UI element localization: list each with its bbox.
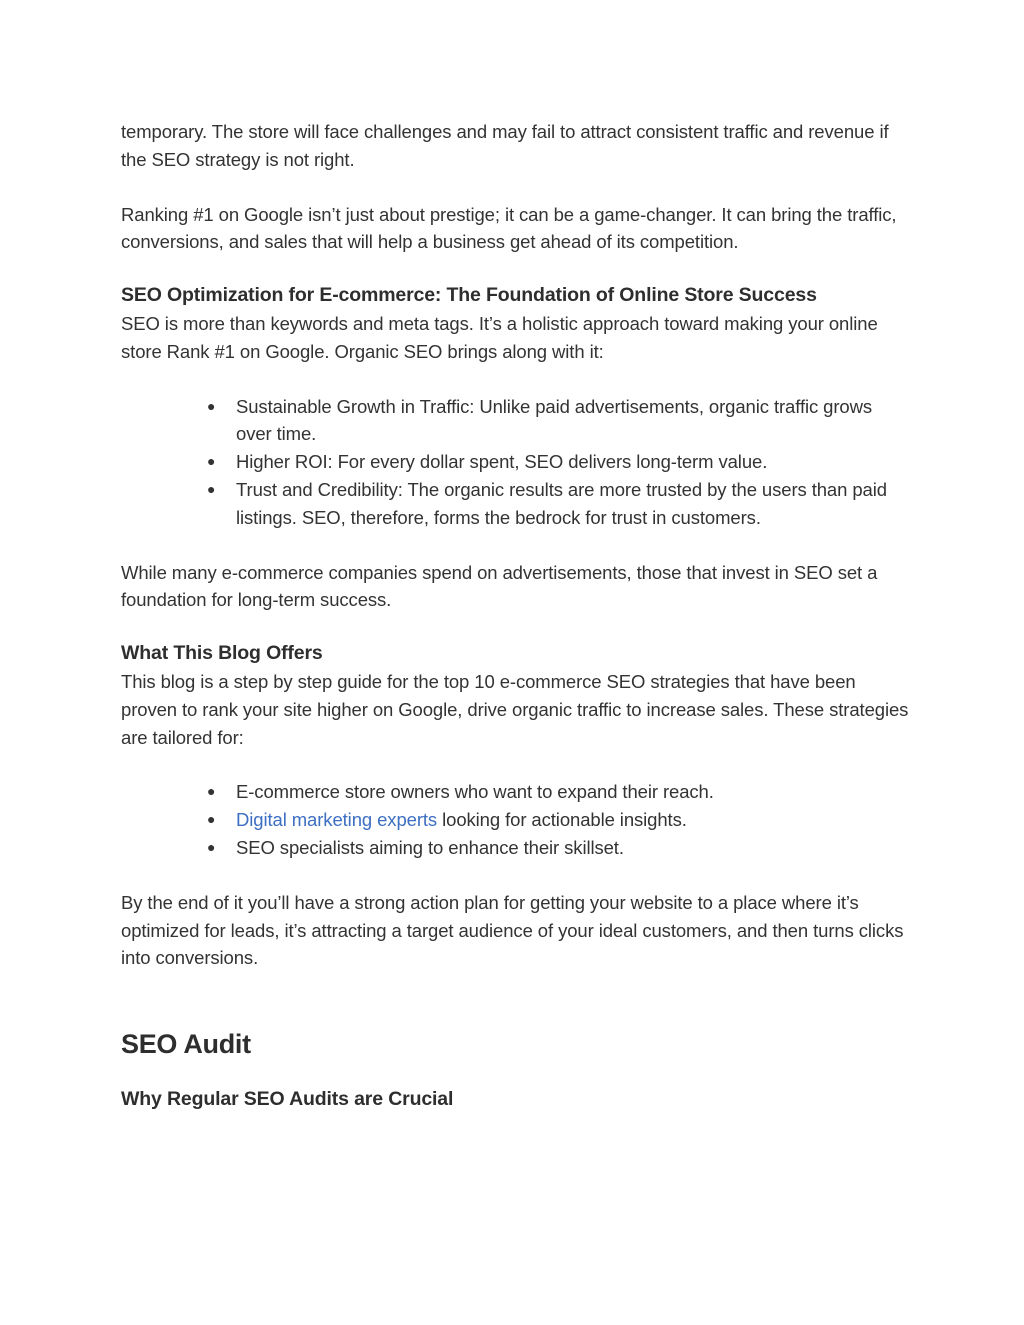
- list-item: [121, 476, 911, 532]
- intro-paragraph-1: temporary. The store will face challenges and may fail to attract consistent traffic and revenue if the SEO strategy is not right.: [121, 121, 889, 170]
- foundation-heading: SEO Optimization for E-commerce: The Foundation of Online Store Success: [121, 284, 817, 307]
- list-item: [121, 393, 911, 449]
- digital-marketing-experts-link[interactable]: Digital marketing experts: [236, 809, 438, 831]
- bullet-icon: ●: [207, 838, 216, 855]
- list-item: [121, 778, 911, 806]
- foundation-bullet-list: [121, 393, 911, 532]
- list-item-text: E-commerce store owners who want to expand their reach.: [236, 781, 714, 803]
- audit-subheading: Why Regular SEO Audits are Crucial: [121, 1088, 454, 1111]
- foundation-paragraph: SEO is more than keywords and meta tags. It’s a holistic approach toward making your online store Rank #1 on Google. Organic SEO brings along with it:: [121, 312, 878, 362]
- blog-closing-paragraph: By the end of it you’ll have a strong action plan for getting your website to a place where it’s optimized for leads, it’s attracting a target audience of your ideal customers, and then turns clicks into conversions.: [121, 891, 904, 969]
- list-item-text: Sustainable Growth in Traffic: Unlike paid advertisements, organic traffic grows over time.: [236, 395, 873, 445]
- bullet-icon: ●: [207, 453, 216, 470]
- bullet-icon: ●: [207, 783, 216, 800]
- foundation-closing-paragraph: While many e-commerce companies spend on advertisements, those that invest in SEO set a foundation for long-term success.: [121, 561, 878, 611]
- blog-offers-paragraph: This blog is a step by step guide for the top 10 e-commerce SEO strategies that have been proven to rank your site higher on Google, drive organic traffic to increase sales. These strategies are tailored for:: [121, 670, 909, 748]
- bullet-icon: ●: [207, 480, 216, 497]
- list-item: [121, 806, 911, 834]
- blog-offers-heading: What This Blog Offers: [121, 642, 323, 665]
- seo-audit-heading: SEO Audit: [121, 1029, 251, 1060]
- list-item: [121, 448, 911, 476]
- list-item-text: Higher ROI: For every dollar spent, SEO delivers long-term value.: [236, 451, 768, 473]
- list-item-text: SEO specialists aiming to enhance their skillset.: [236, 836, 624, 858]
- list-item-text: Trust and Credibility: The organic results are more trusted by the users than paid listings. SEO, therefore, forms the bedrock for trust in customers.: [236, 478, 887, 528]
- bullet-icon: ●: [207, 397, 216, 414]
- list-item: [121, 834, 911, 862]
- list-item-text: looking for actionable insights.: [437, 809, 687, 831]
- audience-bullet-list: [121, 778, 911, 861]
- bullet-icon: ●: [207, 811, 216, 828]
- intro-paragraph-2: Ranking #1 on Google isn’t just about prestige; it can be a game-changer. It can bring the traffic, conversions, and sales that will help a business get ahead of its competition.: [121, 203, 897, 253]
- document-page: [121, 118, 911, 1114]
